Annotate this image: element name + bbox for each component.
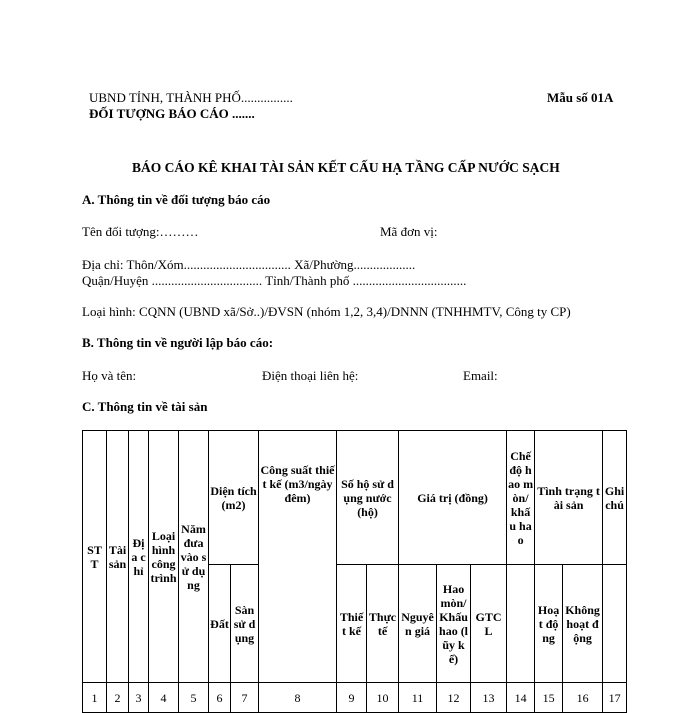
section-b-heading: B. Thông tin về người lập báo cáo: <box>82 335 274 350</box>
col-header-location: Địa chỉ <box>129 431 149 683</box>
column-number: 16 <box>563 683 603 713</box>
org-line: UBND TỈNH, THÀNH PHỐ................ <box>89 90 293 105</box>
unit-code-label: Mã đơn vị: <box>380 224 438 239</box>
col-header-households: Số hộ sử dụng nước (hộ) <box>337 431 399 565</box>
column-number: 4 <box>149 683 179 713</box>
column-number-row <box>83 683 627 713</box>
reporter-email-label: Email: <box>463 368 498 383</box>
column-number: 12 <box>437 683 471 713</box>
col-header-households-design: Thiết kế <box>337 565 367 683</box>
form-number: Mẫu số 01A <box>547 90 614 105</box>
column-number: 13 <box>471 683 507 713</box>
asset-table <box>82 430 627 713</box>
reporter-name-label: Họ và tên: <box>82 368 137 383</box>
col-header-value-original: Nguyên giá <box>399 565 437 683</box>
col-header-blank-17 <box>603 565 627 683</box>
col-header-year: Năm đưa vào sử dụng <box>179 431 209 683</box>
column-number: 11 <box>399 683 437 713</box>
column-number: 1 <box>83 683 107 713</box>
col-header-area: Diện tích (m2) <box>209 431 259 565</box>
column-number: 9 <box>337 683 367 713</box>
report-title: BÁO CÁO KÊ KHAI TÀI SẢN KẾT CẤU HẠ TẦNG CẤP NƯỚC SẠCH <box>132 160 560 175</box>
col-header-status-active: Hoạt động <box>535 565 563 683</box>
section-c-heading: C. Thông tin về tài sản <box>82 399 208 414</box>
col-header-stt: ST T <box>83 431 107 683</box>
subject-line: ĐỐI TƯỢNG BÁO CÁO ....... <box>89 106 255 121</box>
column-number: 14 <box>507 683 535 713</box>
col-header-depreciation-mode: Chế độ hao mòn/ khấu hao <box>507 431 535 565</box>
column-number: 2 <box>107 683 129 713</box>
col-header-value-depreciation: Hao mòn/Khấu hao (lũy kế) <box>437 565 471 683</box>
col-header-households-actual: Thực tế <box>367 565 399 683</box>
reporter-phone-label: Điện thoại liên hệ: <box>262 368 359 383</box>
column-number: 8 <box>259 683 337 713</box>
col-header-type: Loại hình công trình <box>149 431 179 683</box>
col-header-value-gtcl: GTCL <box>471 565 507 683</box>
col-header-area-floor: Sàn sử dụng <box>231 565 259 683</box>
column-number: 17 <box>603 683 627 713</box>
col-header-value: Giá trị (đồng) <box>399 431 507 565</box>
type-line: Loại hình: CQNN (UBND xã/Sở..)/ĐVSN (nhóm 1,2, 3,4)/DNNN (TNHHMTV, Công ty CP) <box>82 304 571 319</box>
column-number: 3 <box>129 683 149 713</box>
column-number: 5 <box>179 683 209 713</box>
column-number: 10 <box>367 683 399 713</box>
column-number: 6 <box>209 683 231 713</box>
col-header-note: Ghi chú <box>603 431 627 565</box>
col-header-status: Tình trạng tài sản <box>535 431 603 565</box>
address-line-1: Địa chỉ: Thôn/Xóm................................. Xã/Phường................... <box>82 257 416 272</box>
column-number: 7 <box>231 683 259 713</box>
column-number: 15 <box>535 683 563 713</box>
section-a-heading: A. Thông tin về đối tượng báo cáo <box>82 192 271 207</box>
col-header-capacity: Công suất thiết kế (m3/ngày đêm) <box>259 431 337 683</box>
col-header-blank-14 <box>507 565 535 683</box>
col-header-status-inactive: Không hoạt động <box>563 565 603 683</box>
subject-name-label: Tên đối tượng:……… <box>82 224 199 239</box>
address-line-2: Quận/Huyện .................................. Tỉnh/Thành phố ................................... <box>82 273 467 288</box>
col-header-asset: Tài sản <box>107 431 129 683</box>
col-header-area-land: Đất <box>209 565 231 683</box>
